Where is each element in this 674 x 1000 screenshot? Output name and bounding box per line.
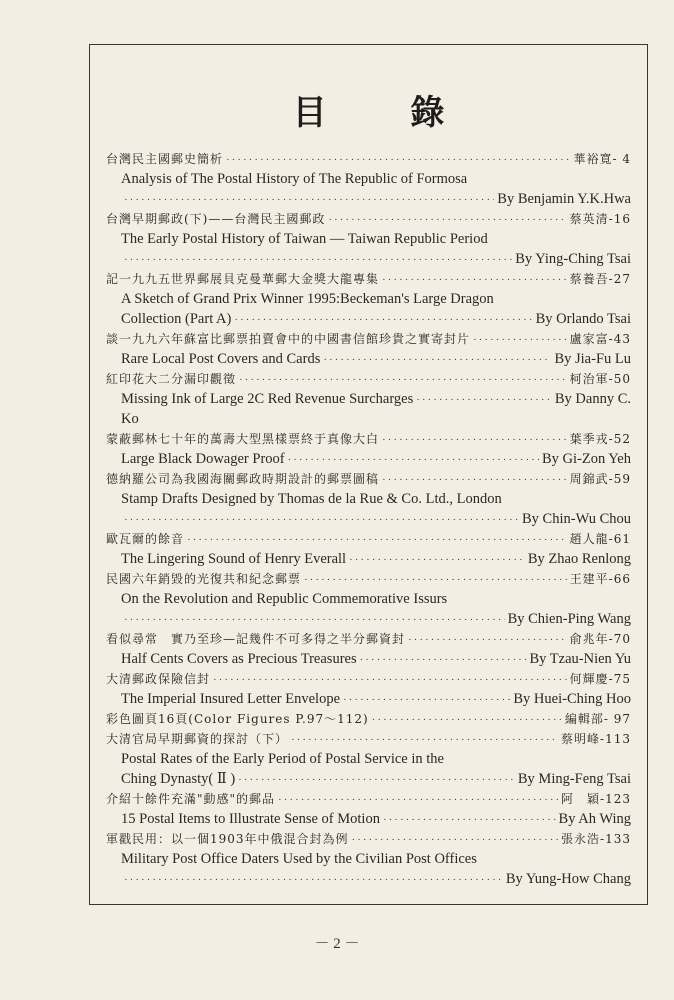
zh-author-page: 華裕寬- 4 — [573, 152, 631, 166]
zh-title: 看似尋常 實乃至珍—記幾件不可多得之半分郵資封 — [106, 632, 406, 646]
leader-dots — [226, 150, 570, 169]
en-title: Analysis of The Postal History of The Republic of Formosa — [121, 171, 468, 187]
leader-dots — [234, 310, 532, 329]
en-title-cont: Collection (Part A) — [121, 311, 232, 327]
zh-title: 紅印花大二分漏印觀徵 — [106, 372, 237, 386]
en-author: By Zhao Renlong — [527, 551, 631, 567]
leader-dots — [278, 790, 558, 809]
en-author: By Huei-Ching Hoo — [513, 691, 631, 707]
table-of-contents — [106, 149, 631, 889]
leader-dots — [349, 550, 525, 569]
leader-dots — [291, 730, 558, 749]
leader-dots — [382, 470, 567, 489]
leader-dots — [416, 390, 552, 409]
en-author: By Chin-Wu Chou — [522, 511, 631, 527]
zh-author-page: 周錦武-59 — [569, 472, 631, 486]
zh-author-page: 編輯部- 97 — [564, 712, 631, 726]
en-author: By Chien-Ping Wang — [507, 611, 631, 627]
toc-entry-zh[interactable] — [106, 709, 631, 729]
zh-title: 台灣民主國郵史簡析 — [106, 152, 224, 166]
zh-title: 民國六年銷毀的光復共和紀念郵票 — [106, 572, 302, 586]
en-title: The Early Postal History of Taiwan — Taiwan Republic Period — [121, 231, 488, 247]
en-author-line — [106, 649, 631, 669]
zh-title: 軍戳民用：以一個1903年中俄混合封為例 — [106, 832, 349, 846]
zh-author-page: 蔡英清-16 — [569, 212, 631, 226]
en-author-line — [106, 309, 631, 329]
page-number: － 2 － — [314, 936, 360, 952]
zh-title: 蒙蔽郵林七十年的萬壽大型黑樣票終于真像大白 — [106, 432, 380, 446]
en-author: By Tzau-Nien Yu — [529, 651, 631, 667]
en-author: By Jia-Fu Lu — [554, 351, 631, 367]
zh-title: 談一九九六年蘇富比郵票拍賣會中的中國書信館珍貴之實寄封片 — [106, 332, 471, 346]
zh-title: 大清郵政保險信封 — [106, 672, 211, 686]
en-author-line — [106, 549, 631, 569]
en-title: Large Black Dowager Proof — [121, 451, 285, 467]
leader-dots — [360, 650, 527, 669]
en-title: Missing Ink of Large 2C Red Revenue Surcharges — [121, 391, 414, 407]
en-title: On the Revolution and Republic Commemorative Issurs — [121, 591, 448, 607]
en-author-line — [106, 349, 631, 369]
leader-dots — [124, 870, 503, 889]
en-author: By Yung-How Chang — [505, 871, 631, 887]
leader-dots — [124, 250, 512, 269]
en-title: Military Post Office Daters Used by the Civilian Post Offices — [121, 851, 477, 867]
en-author-line — [106, 869, 631, 889]
en-author-line — [106, 689, 631, 709]
toc-entry-zh[interactable] — [106, 729, 631, 749]
leader-dots — [473, 330, 567, 349]
zh-author-page: 俞兆年-70 — [569, 632, 631, 646]
en-author: By Gi-Zon Yeh — [541, 451, 631, 467]
en-author: By Orlando Tsai — [535, 311, 631, 327]
leader-dots — [124, 190, 494, 209]
leader-dots — [239, 370, 567, 389]
en-author-line — [106, 769, 631, 789]
en-title: Rare Local Post Covers and Cards — [121, 351, 321, 367]
toc-entry-zh[interactable] — [106, 269, 631, 289]
leader-dots — [408, 630, 567, 649]
en-title: The Imperial Insured Letter Envelope — [121, 691, 341, 707]
zh-author-page: 柯治軍-50 — [569, 372, 631, 386]
en-title: Postal Rates of the Early Period of Postal Service in the — [121, 751, 444, 767]
toc-entry-zh[interactable] — [106, 629, 631, 649]
en-author-line — [106, 449, 631, 469]
zh-author-page: 何輝慶-75 — [569, 672, 631, 686]
zh-author-page: 趙人龍-61 — [569, 532, 631, 546]
en-title: 15 Postal Items to Illustrate Sense of Motion — [121, 811, 380, 827]
page-title: 目 錄 — [292, 93, 481, 133]
leader-dots — [304, 570, 567, 589]
zh-title: 大清官局早期郵資的探討（下） — [106, 732, 289, 746]
toc-entry-zh[interactable] — [106, 429, 631, 449]
toc-entry-zh[interactable] — [106, 149, 631, 169]
en-author: By Benjamin Y.K.Hwa — [497, 191, 631, 207]
en-title: Stamp Drafts Designed by Thomas de la Rue & Co. Ltd., London — [121, 491, 502, 507]
zh-title: 歐瓦爾的餘音 — [106, 532, 185, 546]
leader-dots — [382, 270, 567, 289]
zh-title: 彩色圖頁16頁(Color Figures P.97～112) — [106, 712, 369, 726]
en-author: By Ah Wing — [558, 811, 631, 827]
en-author: By Danny C. — [554, 391, 631, 407]
en-title-cont: Ching Dynasty( Ⅱ ) — [121, 771, 236, 787]
en-author: By Ming-Feng Tsai — [517, 771, 631, 787]
contents-frame — [89, 44, 648, 905]
en-author-line — [106, 249, 631, 269]
toc-entry-zh[interactable] — [106, 469, 631, 489]
leader-dots — [343, 690, 510, 709]
zh-author-page: 蔡明峰-113 — [561, 732, 631, 746]
toc-entry-zh[interactable] — [106, 669, 631, 689]
leader-dots — [288, 450, 539, 469]
zh-title: 記一九九五世界郵展貝克曼華郵大金獎大龍專集 — [106, 272, 380, 286]
en-author-line — [106, 389, 631, 409]
zh-title: 介紹十餘件充滿"動感"的郵品 — [106, 792, 276, 806]
zh-title: 德納羅公司為我國海關郵政時期設計的郵票圖稿 — [106, 472, 380, 486]
leader-dots — [382, 430, 567, 449]
toc-entry-zh[interactable] — [106, 369, 631, 389]
zh-title: 台灣早期郵政(下)——台灣民主國郵政 — [106, 212, 326, 226]
toc-entry-zh[interactable] — [106, 789, 631, 809]
zh-author-page: 張永浩-133 — [561, 832, 631, 846]
leader-dots — [124, 610, 505, 629]
en-title: A Sketch of Grand Prix Winner 1995:Beckeman's Large Dragon — [121, 291, 494, 307]
en-title: Half Cents Covers as Precious Treasures — [121, 651, 357, 667]
zh-author-page: 王建平-66 — [569, 572, 631, 586]
leader-dots — [372, 710, 562, 729]
leader-dots — [187, 530, 567, 549]
leader-dots — [213, 670, 567, 689]
toc-entry-zh[interactable] — [106, 529, 631, 549]
toc-entry-zh[interactable] — [106, 569, 631, 589]
en-author-line — [106, 809, 631, 829]
en-author: By Ying-Ching Tsai — [515, 251, 631, 267]
toc-entry-zh[interactable] — [106, 329, 631, 349]
zh-author-page: 葉季戎-52 — [569, 432, 631, 446]
leader-dots — [323, 350, 551, 369]
toc-entry-zh[interactable] — [106, 829, 631, 849]
en-author-line — [106, 509, 631, 529]
leader-dots — [124, 510, 519, 529]
en-author-line — [106, 189, 631, 209]
en-author-cont: Ko — [121, 411, 139, 427]
leader-dots — [383, 810, 556, 829]
en-author-line — [106, 609, 631, 629]
leader-dots — [328, 210, 566, 229]
zh-author-page: 盧家富-43 — [569, 332, 631, 346]
toc-entry-zh[interactable] — [106, 209, 631, 229]
en-title: The Lingering Sound of Henry Everall — [121, 551, 347, 567]
zh-author-page: 阿 穎-123 — [561, 792, 631, 806]
zh-author-page: 蔡養吾-27 — [569, 272, 631, 286]
leader-dots — [352, 830, 558, 849]
leader-dots — [238, 770, 515, 789]
